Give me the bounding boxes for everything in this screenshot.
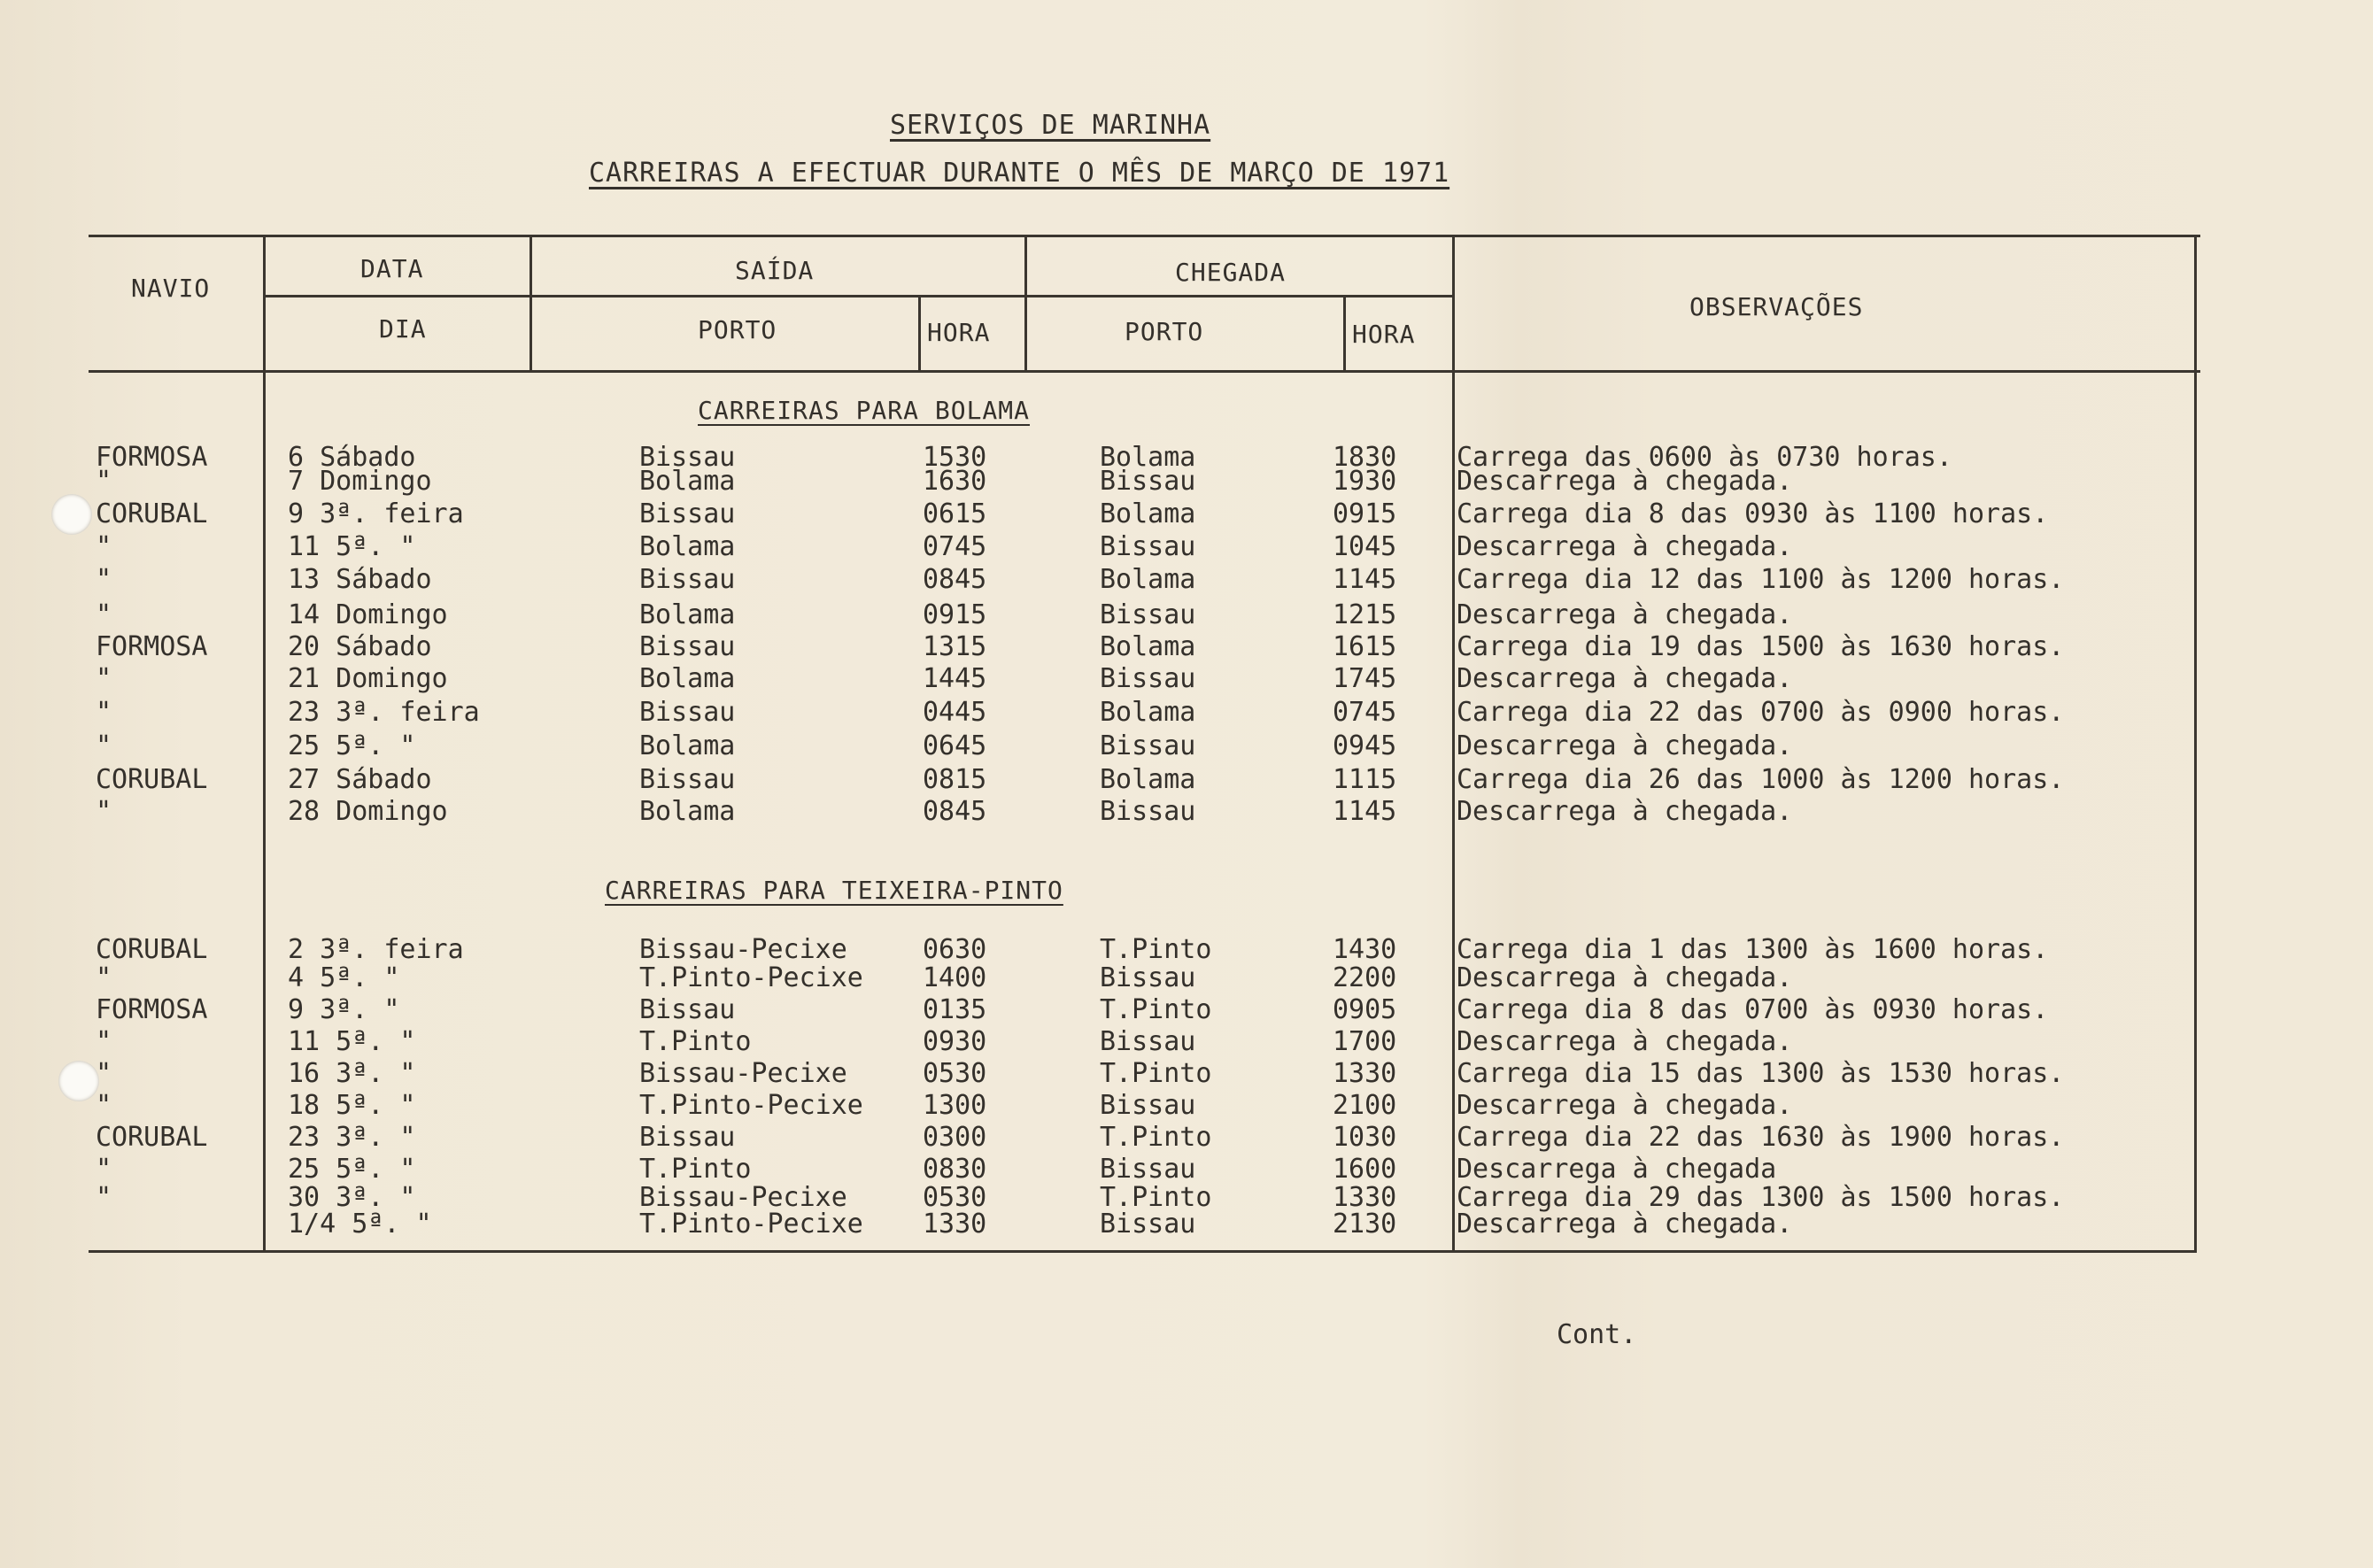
hora-saida-cell: 0530 [923, 1058, 987, 1089]
observacoes-cell: Carrega dia 1 das 1300 às 1600 horas. [1457, 934, 2049, 965]
navio-cell: CORUBAL [96, 498, 208, 529]
hora-saida-cell: 0915 [923, 599, 987, 630]
porto-saida-cell: Bolama [639, 466, 736, 497]
dia-cell: 6 Sábado [288, 442, 416, 473]
hora-chegada-cell: 1045 [1333, 531, 1397, 562]
dia-cell: 4 5ª. " [288, 962, 400, 993]
porto-saida-cell: Bissau [639, 631, 736, 662]
observacoes-cell: Carrega dia 12 das 1100 às 1200 horas. [1457, 564, 2065, 595]
hora-chegada-cell: 1215 [1333, 599, 1397, 630]
column-header-observacoes: OBSERVAÇÕES [1689, 292, 1864, 321]
hora-saida-cell: 1630 [923, 466, 987, 497]
hora-saida-cell: 1400 [923, 962, 987, 993]
porto-saida-cell: T.Pinto-Pecixe [639, 1209, 863, 1240]
navio-cell: FORMOSA [96, 442, 208, 473]
navio-cell: " [96, 531, 112, 562]
observacoes-cell: Carrega dia 22 das 1630 às 1900 horas. [1457, 1122, 2065, 1153]
porto-chegada-cell: T.Pinto [1100, 1122, 1212, 1153]
dia-cell: 25 5ª. " [288, 1154, 416, 1185]
punch-hole [58, 1061, 99, 1101]
porto-saida-cell: T.Pinto [639, 1154, 752, 1185]
observacoes-cell: Descarrega à chegada. [1457, 796, 1793, 827]
observacoes-cell: Carrega dia 8 das 0700 às 0930 horas. [1457, 994, 2049, 1025]
dia-cell: 30 3ª. " [288, 1182, 416, 1213]
dia-cell: 18 5ª. " [288, 1090, 416, 1121]
porto-chegada-cell: T.Pinto [1100, 994, 1212, 1025]
navio-cell: " [96, 697, 112, 728]
dia-cell: 21 Domingo [288, 663, 448, 694]
section-title-teixeira-pinto: CARREIRAS PARA TEIXEIRA-PINTO [605, 876, 1063, 905]
observacoes-cell: Carrega dia 22 das 0700 às 0900 horas. [1457, 697, 2065, 728]
porto-saida-cell: Bolama [639, 730, 736, 761]
dia-cell: 9 3ª. " [288, 994, 400, 1025]
hora-saida-cell: 0135 [923, 994, 987, 1025]
porto-chegada-cell: Bissau [1100, 466, 1196, 497]
hora-chegada-cell: 1115 [1333, 764, 1397, 795]
dia-cell: 11 5ª. " [288, 531, 416, 562]
page-title: SERVIÇOS DE MARINHA [890, 110, 1211, 141]
hora-saida-cell: 1445 [923, 663, 987, 694]
hora-chegada-cell: 0915 [1333, 498, 1397, 529]
navio-cell: " [96, 1154, 112, 1185]
navio-cell: " [96, 1090, 112, 1121]
navio-cell: " [96, 1026, 112, 1057]
porto-chegada-cell: Bolama [1100, 764, 1196, 795]
porto-chegada-cell: Bissau [1100, 663, 1196, 694]
column-header-dia: DIA [379, 314, 427, 344]
dia-cell: 11 5ª. " [288, 1026, 416, 1057]
porto-saida-cell: Bissau [639, 1122, 736, 1153]
dia-cell: 1/4 5ª. " [288, 1209, 432, 1240]
observacoes-cell: Carrega das 0600 às 0730 horas. [1457, 442, 1952, 473]
dia-cell: 20 Sábado [288, 631, 432, 662]
hora-saida-cell: 0445 [923, 697, 987, 728]
hora-saida-cell: 0615 [923, 498, 987, 529]
porto-saida-cell: Bissau [639, 994, 736, 1025]
observacoes-cell: Carrega dia 29 das 1300 às 1500 horas. [1457, 1182, 2065, 1213]
navio-cell: " [96, 1182, 112, 1213]
porto-saida-cell: Bissau-Pecixe [639, 1058, 847, 1089]
hora-chegada-cell: 2100 [1333, 1090, 1397, 1121]
observacoes-cell: Descarrega à chegada. [1457, 1026, 1793, 1057]
hora-chegada-cell: 0905 [1333, 994, 1397, 1025]
observacoes-cell: Descarrega à chegada [1457, 1154, 1777, 1185]
observacoes-cell: Carrega dia 15 das 1300 às 1530 horas. [1457, 1058, 2065, 1089]
page-subtitle: CARREIRAS A EFECTUAR DURANTE O MÊS DE MARÇO DE 1971 [589, 158, 1450, 189]
dia-cell: 23 3ª. feira [288, 697, 480, 728]
hora-chegada-cell: 1700 [1333, 1026, 1397, 1057]
navio-cell: " [96, 663, 112, 694]
hora-saida-cell: 1315 [923, 631, 987, 662]
porto-saida-cell: Bolama [639, 796, 736, 827]
dia-cell: 14 Domingo [288, 599, 448, 630]
porto-chegada-cell: Bolama [1100, 564, 1196, 595]
observacoes-cell: Descarrega à chegada. [1457, 730, 1793, 761]
porto-saida-cell: Bolama [639, 599, 736, 630]
hora-saida-cell: 0745 [923, 531, 987, 562]
column-header-chegada: CHEGADA [1175, 258, 1287, 287]
porto-chegada-cell: T.Pinto [1100, 934, 1212, 965]
navio-cell: " [96, 1058, 112, 1089]
navio-cell: CORUBAL [96, 934, 208, 965]
navio-cell: CORUBAL [96, 764, 208, 795]
hora-chegada-cell: 1615 [1333, 631, 1397, 662]
porto-saida-cell: Bissau [639, 564, 736, 595]
observacoes-cell: Descarrega à chegada. [1457, 531, 1793, 562]
column-header-data: DATA [360, 254, 424, 283]
dia-cell: 25 5ª. " [288, 730, 416, 761]
navio-cell: CORUBAL [96, 1122, 208, 1153]
hora-chegada-cell: 1930 [1333, 466, 1397, 497]
observacoes-cell: Descarrega à chegada. [1457, 1209, 1793, 1240]
hora-chegada-cell: 1330 [1333, 1058, 1397, 1089]
porto-chegada-cell: Bissau [1100, 1154, 1196, 1185]
dia-cell: 2 3ª. feira [288, 934, 464, 965]
porto-saida-cell: Bissau [639, 498, 736, 529]
punch-hole [51, 494, 92, 535]
porto-chegada-cell: Bolama [1100, 631, 1196, 662]
porto-chegada-cell: Bolama [1100, 442, 1196, 473]
porto-chegada-cell: Bissau [1100, 1209, 1196, 1240]
column-header-saida-hora: HORA [927, 318, 991, 347]
observacoes-cell: Descarrega à chegada. [1457, 1090, 1793, 1121]
porto-saida-cell: T.Pinto [639, 1026, 752, 1057]
porto-saida-cell: Bissau-Pecixe [639, 1182, 847, 1213]
hora-saida-cell: 0645 [923, 730, 987, 761]
porto-chegada-cell: Bissau [1100, 1026, 1196, 1057]
section-title-bolama: CARREIRAS PARA BOLAMA [698, 396, 1031, 425]
dia-cell: 28 Domingo [288, 796, 448, 827]
hora-saida-cell: 0830 [923, 1154, 987, 1185]
observacoes-cell: Descarrega à chegada. [1457, 599, 1793, 630]
navio-cell: " [96, 730, 112, 761]
porto-saida-cell: Bolama [639, 663, 736, 694]
dia-cell: 16 3ª. " [288, 1058, 416, 1089]
hora-saida-cell: 0530 [923, 1182, 987, 1213]
navio-cell: FORMOSA [96, 994, 208, 1025]
column-header-navio: NAVIO [131, 274, 211, 303]
hora-saida-cell: 1330 [923, 1209, 987, 1240]
porto-chegada-cell: T.Pinto [1100, 1182, 1212, 1213]
column-header-chegada-porto: PORTO [1125, 317, 1204, 346]
hora-saida-cell: 0815 [923, 764, 987, 795]
hora-chegada-cell: 1145 [1333, 564, 1397, 595]
hora-saida-cell: 0300 [923, 1122, 987, 1153]
porto-chegada-cell: Bissau [1100, 730, 1196, 761]
navio-cell: " [96, 796, 112, 827]
observacoes-cell: Carrega dia 8 das 0930 às 1100 horas. [1457, 498, 2049, 529]
observacoes-cell: Carrega dia 26 das 1000 às 1200 horas. [1457, 764, 2065, 795]
porto-chegada-cell: Bissau [1100, 531, 1196, 562]
continued-note: Cont. [1557, 1319, 1637, 1350]
observacoes-cell: Carrega dia 19 das 1500 às 1630 horas. [1457, 631, 2065, 662]
porto-chegada-cell: Bissau [1100, 1090, 1196, 1121]
hora-saida-cell: 1300 [923, 1090, 987, 1121]
hora-chegada-cell: 1830 [1333, 442, 1397, 473]
hora-chegada-cell: 2200 [1333, 962, 1397, 993]
dia-cell: 9 3ª. feira [288, 498, 464, 529]
hora-chegada-cell: 1745 [1333, 663, 1397, 694]
porto-saida-cell: Bissau [639, 697, 736, 728]
column-header-saida-porto: PORTO [698, 315, 777, 344]
navio-cell: " [96, 599, 112, 630]
hora-chegada-cell: 1430 [1333, 934, 1397, 965]
hora-chegada-cell: 0745 [1333, 697, 1397, 728]
porto-saida-cell: Bolama [639, 531, 736, 562]
hora-saida-cell: 0930 [923, 1026, 987, 1057]
porto-saida-cell: Bissau [639, 764, 736, 795]
hora-saida-cell: 0845 [923, 796, 987, 827]
hora-saida-cell: 1530 [923, 442, 987, 473]
observacoes-cell: Descarrega à chegada. [1457, 466, 1793, 497]
dia-cell: 23 3ª. " [288, 1122, 416, 1153]
porto-saida-cell: Bissau-Pecixe [639, 934, 847, 965]
hora-saida-cell: 0630 [923, 934, 987, 965]
column-header-chegada-hora: HORA [1352, 320, 1416, 349]
hora-chegada-cell: 1030 [1333, 1122, 1397, 1153]
dia-cell: 27 Sábado [288, 764, 432, 795]
navio-cell: " [96, 466, 112, 497]
porto-chegada-cell: Bissau [1100, 599, 1196, 630]
porto-chegada-cell: Bolama [1100, 697, 1196, 728]
hora-chegada-cell: 1600 [1333, 1154, 1397, 1185]
navio-cell: " [96, 962, 112, 993]
dia-cell: 13 Sábado [288, 564, 432, 595]
porto-chegada-cell: Bissau [1100, 796, 1196, 827]
navio-cell: " [96, 564, 112, 595]
observacoes-cell: Descarrega à chegada. [1457, 663, 1793, 694]
porto-saida-cell: T.Pinto-Pecixe [639, 1090, 863, 1121]
porto-saida-cell: Bissau [639, 442, 736, 473]
hora-saida-cell: 0845 [923, 564, 987, 595]
porto-chegada-cell: T.Pinto [1100, 1058, 1212, 1089]
dia-cell: 7 Domingo [288, 466, 432, 497]
porto-chegada-cell: Bissau [1100, 962, 1196, 993]
porto-chegada-cell: Bolama [1100, 498, 1196, 529]
navio-cell: FORMOSA [96, 631, 208, 662]
hora-chegada-cell: 1145 [1333, 796, 1397, 827]
column-header-saida: SAÍDA [735, 256, 815, 285]
observacoes-cell: Descarrega à chegada. [1457, 962, 1793, 993]
hora-chegada-cell: 0945 [1333, 730, 1397, 761]
hora-chegada-cell: 2130 [1333, 1209, 1397, 1240]
hora-chegada-cell: 1330 [1333, 1182, 1397, 1213]
porto-saida-cell: T.Pinto-Pecixe [639, 962, 863, 993]
